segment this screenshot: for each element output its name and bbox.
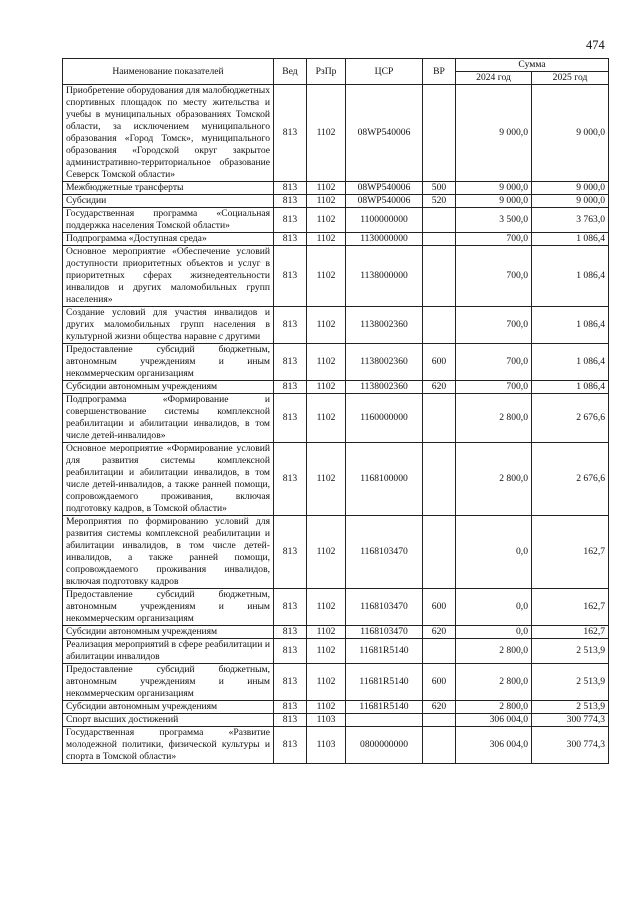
page-number: 474 bbox=[586, 38, 605, 52]
cell-ved: 813 bbox=[274, 589, 307, 626]
cell-sum-2024: 2 800,0 bbox=[456, 701, 532, 714]
header-sum: Сумма bbox=[456, 59, 609, 72]
cell-sum-2024: 9 000,0 bbox=[456, 195, 532, 208]
cell-vr bbox=[423, 85, 456, 182]
cell-csr: 1138002360 bbox=[346, 344, 423, 381]
header-year-2024: 2024 год bbox=[456, 72, 532, 85]
cell-sum-2024: 9 000,0 bbox=[456, 85, 532, 182]
cell-rzpr: 1102 bbox=[307, 307, 346, 344]
cell-sum-2025: 1 086,4 bbox=[532, 381, 609, 394]
cell-sum-2025: 1 086,4 bbox=[532, 233, 609, 246]
cell-csr: 1168103470 bbox=[346, 626, 423, 639]
cell-ved: 813 bbox=[274, 516, 307, 589]
cell-name: Создание условий для участия инвалидов и других маломобильных групп населения в культурной жизни общества наравне с другими bbox=[63, 307, 274, 344]
cell-rzpr: 1102 bbox=[307, 344, 346, 381]
cell-csr: 11681R5140 bbox=[346, 701, 423, 714]
cell-name: Основное мероприятие «Формирование условий для развития системы комплексной реабилитации и абилитации инвалидов, в том числе детей-инвалидов, а также ранней помощи, сопровождаемого проживания, включая подготовку кадров, в Томской области» bbox=[63, 443, 274, 516]
cell-ved: 813 bbox=[274, 727, 307, 764]
cell-sum-2024: 700,0 bbox=[456, 246, 532, 307]
cell-csr: 1138002360 bbox=[346, 381, 423, 394]
cell-csr: 1168103470 bbox=[346, 589, 423, 626]
cell-sum-2025: 2 513,9 bbox=[532, 664, 609, 701]
cell-sum-2025: 1 086,4 bbox=[532, 307, 609, 344]
cell-ved: 813 bbox=[274, 381, 307, 394]
cell-csr: 08WP540006 bbox=[346, 85, 423, 182]
table-row bbox=[63, 85, 609, 182]
cell-vr bbox=[423, 516, 456, 589]
cell-rzpr: 1102 bbox=[307, 246, 346, 307]
cell-sum-2025: 162,7 bbox=[532, 626, 609, 639]
cell-vr: 520 bbox=[423, 195, 456, 208]
cell-ved: 813 bbox=[274, 626, 307, 639]
cell-name: Субсидии автономным учреждениям bbox=[63, 626, 274, 639]
cell-name: Субсидии автономным учреждениям bbox=[63, 701, 274, 714]
table-row bbox=[63, 701, 609, 714]
cell-ved: 813 bbox=[274, 394, 307, 443]
cell-csr: 1130000000 bbox=[346, 233, 423, 246]
cell-csr: 1168100000 bbox=[346, 443, 423, 516]
cell-ved: 813 bbox=[274, 208, 307, 233]
cell-sum-2024: 2 800,0 bbox=[456, 664, 532, 701]
cell-rzpr: 1102 bbox=[307, 626, 346, 639]
cell-csr: 11681R5140 bbox=[346, 639, 423, 664]
cell-ved: 813 bbox=[274, 233, 307, 246]
table-row bbox=[63, 589, 609, 626]
cell-ved: 813 bbox=[274, 443, 307, 516]
cell-vr: 620 bbox=[423, 701, 456, 714]
cell-name: Предоставление субсидий бюджетным, автономным учреждениям и иным некоммерческим организациям bbox=[63, 664, 274, 701]
table-row bbox=[63, 626, 609, 639]
cell-sum-2025: 300 774,3 bbox=[532, 714, 609, 727]
cell-sum-2025: 2 513,9 bbox=[532, 701, 609, 714]
cell-rzpr: 1102 bbox=[307, 208, 346, 233]
cell-vr bbox=[423, 443, 456, 516]
cell-csr: 1160000000 bbox=[346, 394, 423, 443]
cell-name: Реализация мероприятий в сфере реабилитации и абилитации инвалидов bbox=[63, 639, 274, 664]
cell-rzpr: 1102 bbox=[307, 516, 346, 589]
table-row bbox=[63, 443, 609, 516]
cell-sum-2025: 162,7 bbox=[532, 516, 609, 589]
cell-rzpr: 1102 bbox=[307, 381, 346, 394]
cell-vr: 620 bbox=[423, 626, 456, 639]
cell-name: Подпрограмма «Доступная среда» bbox=[63, 233, 274, 246]
cell-name: Субсидии автономным учреждениям bbox=[63, 381, 274, 394]
cell-vr: 600 bbox=[423, 344, 456, 381]
cell-vr bbox=[423, 233, 456, 246]
cell-sum-2025: 9 000,0 bbox=[532, 182, 609, 195]
cell-sum-2024: 0,0 bbox=[456, 626, 532, 639]
cell-rzpr: 1102 bbox=[307, 233, 346, 246]
cell-rzpr: 1102 bbox=[307, 85, 346, 182]
cell-sum-2025: 2 676,6 bbox=[532, 394, 609, 443]
cell-sum-2024: 700,0 bbox=[456, 344, 532, 381]
cell-rzpr: 1102 bbox=[307, 195, 346, 208]
cell-sum-2024: 3 500,0 bbox=[456, 208, 532, 233]
cell-ved: 813 bbox=[274, 246, 307, 307]
cell-sum-2025: 300 774,3 bbox=[532, 727, 609, 764]
cell-csr: 1138002360 bbox=[346, 307, 423, 344]
cell-vr: 500 bbox=[423, 182, 456, 195]
cell-name: Мероприятия по формированию условий для развития системы комплексной реабилитации и абилитации инвалидов, в том числе детей-инвалидов, а также ранней помощи, сопровождаемого проживания инвалидов, включая подготовку кадров bbox=[63, 516, 274, 589]
cell-sum-2025: 2 513,9 bbox=[532, 639, 609, 664]
cell-sum-2025: 1 086,4 bbox=[532, 246, 609, 307]
cell-sum-2024: 700,0 bbox=[456, 381, 532, 394]
table-row bbox=[63, 208, 609, 233]
cell-sum-2025: 9 000,0 bbox=[532, 195, 609, 208]
cell-name: Предоставление субсидий бюджетным, автономным учреждениям и иным некоммерческим организациям bbox=[63, 344, 274, 381]
cell-vr: 600 bbox=[423, 664, 456, 701]
cell-vr bbox=[423, 246, 456, 307]
cell-rzpr: 1102 bbox=[307, 701, 346, 714]
cell-ved: 813 bbox=[274, 307, 307, 344]
cell-sum-2025: 3 763,0 bbox=[532, 208, 609, 233]
table-row bbox=[63, 307, 609, 344]
cell-sum-2024: 0,0 bbox=[456, 516, 532, 589]
header-rzpr: РзПр bbox=[307, 59, 346, 85]
table-row bbox=[63, 727, 609, 764]
cell-sum-2025: 9 000,0 bbox=[532, 85, 609, 182]
cell-rzpr: 1102 bbox=[307, 664, 346, 701]
table-row bbox=[63, 516, 609, 589]
cell-sum-2024: 306 004,0 bbox=[456, 727, 532, 764]
cell-name: Спорт высших достижений bbox=[63, 714, 274, 727]
cell-csr: 0800000000 bbox=[346, 727, 423, 764]
cell-vr bbox=[423, 639, 456, 664]
table-row bbox=[63, 344, 609, 381]
cell-name: Субсидии bbox=[63, 195, 274, 208]
cell-ved: 813 bbox=[274, 639, 307, 664]
cell-sum-2024: 2 800,0 bbox=[456, 394, 532, 443]
table-row bbox=[63, 246, 609, 307]
cell-sum-2024: 700,0 bbox=[456, 307, 532, 344]
table-row bbox=[63, 639, 609, 664]
cell-csr: 1138000000 bbox=[346, 246, 423, 307]
table-row bbox=[63, 664, 609, 701]
cell-rzpr: 1102 bbox=[307, 589, 346, 626]
cell-ved: 813 bbox=[274, 344, 307, 381]
cell-vr bbox=[423, 394, 456, 443]
cell-sum-2024: 0,0 bbox=[456, 589, 532, 626]
table-row bbox=[63, 233, 609, 246]
table-row bbox=[63, 714, 609, 727]
cell-sum-2024: 9 000,0 bbox=[456, 182, 532, 195]
header-year-2025: 2025 год bbox=[532, 72, 609, 85]
cell-name: Приобретение оборудования для малобюджетных спортивных площадок по месту жительства и учебы в муниципальных образованиях Томской области, за исключением муниципального образования «Город Томск», муниципального образования «Городской округ закрытое административно-территориальное образование Северск Томской области» bbox=[63, 85, 274, 182]
header-vr: ВР bbox=[423, 59, 456, 85]
cell-sum-2024: 700,0 bbox=[456, 233, 532, 246]
cell-csr: 1168103470 bbox=[346, 516, 423, 589]
cell-ved: 813 bbox=[274, 85, 307, 182]
cell-name: Подпрограмма «Формирование и совершенствование системы комплексной реабилитации и абилитации инвалидов, в том числе детей-инвалидов» bbox=[63, 394, 274, 443]
cell-sum-2024: 2 800,0 bbox=[456, 639, 532, 664]
cell-name: Основное мероприятие «Обеспечение условий доступности приоритетных объектов и услуг в приоритетных сферах жизнедеятельности инвалидов и других маломобильных групп населения» bbox=[63, 246, 274, 307]
cell-vr bbox=[423, 727, 456, 764]
cell-rzpr: 1102 bbox=[307, 394, 346, 443]
cell-ved: 813 bbox=[274, 182, 307, 195]
cell-csr: 1100000000 bbox=[346, 208, 423, 233]
cell-sum-2024: 306 004,0 bbox=[456, 714, 532, 727]
cell-name: Государственная программа «Социальная поддержка населения Томской области» bbox=[63, 208, 274, 233]
cell-vr: 620 bbox=[423, 381, 456, 394]
cell-name: Межбюджетные трансферты bbox=[63, 182, 274, 195]
cell-csr: 11681R5140 bbox=[346, 664, 423, 701]
table-row bbox=[63, 381, 609, 394]
cell-name: Государственная программа «Развитие молодежной политики, физической культуры и спорта в Томской области» bbox=[63, 727, 274, 764]
cell-csr: 08WP540006 bbox=[346, 182, 423, 195]
table-row bbox=[63, 195, 609, 208]
cell-ved: 813 bbox=[274, 714, 307, 727]
cell-rzpr: 1102 bbox=[307, 443, 346, 516]
cell-vr bbox=[423, 208, 456, 233]
cell-csr bbox=[346, 714, 423, 727]
cell-ved: 813 bbox=[274, 664, 307, 701]
table-row bbox=[63, 182, 609, 195]
header-csr: ЦСР bbox=[346, 59, 423, 85]
cell-ved: 813 bbox=[274, 701, 307, 714]
cell-sum-2025: 2 676,6 bbox=[532, 443, 609, 516]
table-row bbox=[63, 394, 609, 443]
cell-sum-2025: 162,7 bbox=[532, 589, 609, 626]
cell-vr: 600 bbox=[423, 589, 456, 626]
header-name: Наименование показателей bbox=[63, 59, 274, 85]
cell-name: Предоставление субсидий бюджетным, автономным учреждениям и иным некоммерческим организациям bbox=[63, 589, 274, 626]
cell-sum-2025: 1 086,4 bbox=[532, 344, 609, 381]
cell-csr: 08WP540006 bbox=[346, 195, 423, 208]
cell-rzpr: 1102 bbox=[307, 639, 346, 664]
budget-table bbox=[62, 58, 609, 764]
cell-vr bbox=[423, 714, 456, 727]
cell-rzpr: 1103 bbox=[307, 727, 346, 764]
cell-rzpr: 1102 bbox=[307, 182, 346, 195]
cell-rzpr: 1103 bbox=[307, 714, 346, 727]
cell-sum-2024: 2 800,0 bbox=[456, 443, 532, 516]
cell-vr bbox=[423, 307, 456, 344]
header-ved: Вед bbox=[274, 59, 307, 85]
cell-ved: 813 bbox=[274, 195, 307, 208]
